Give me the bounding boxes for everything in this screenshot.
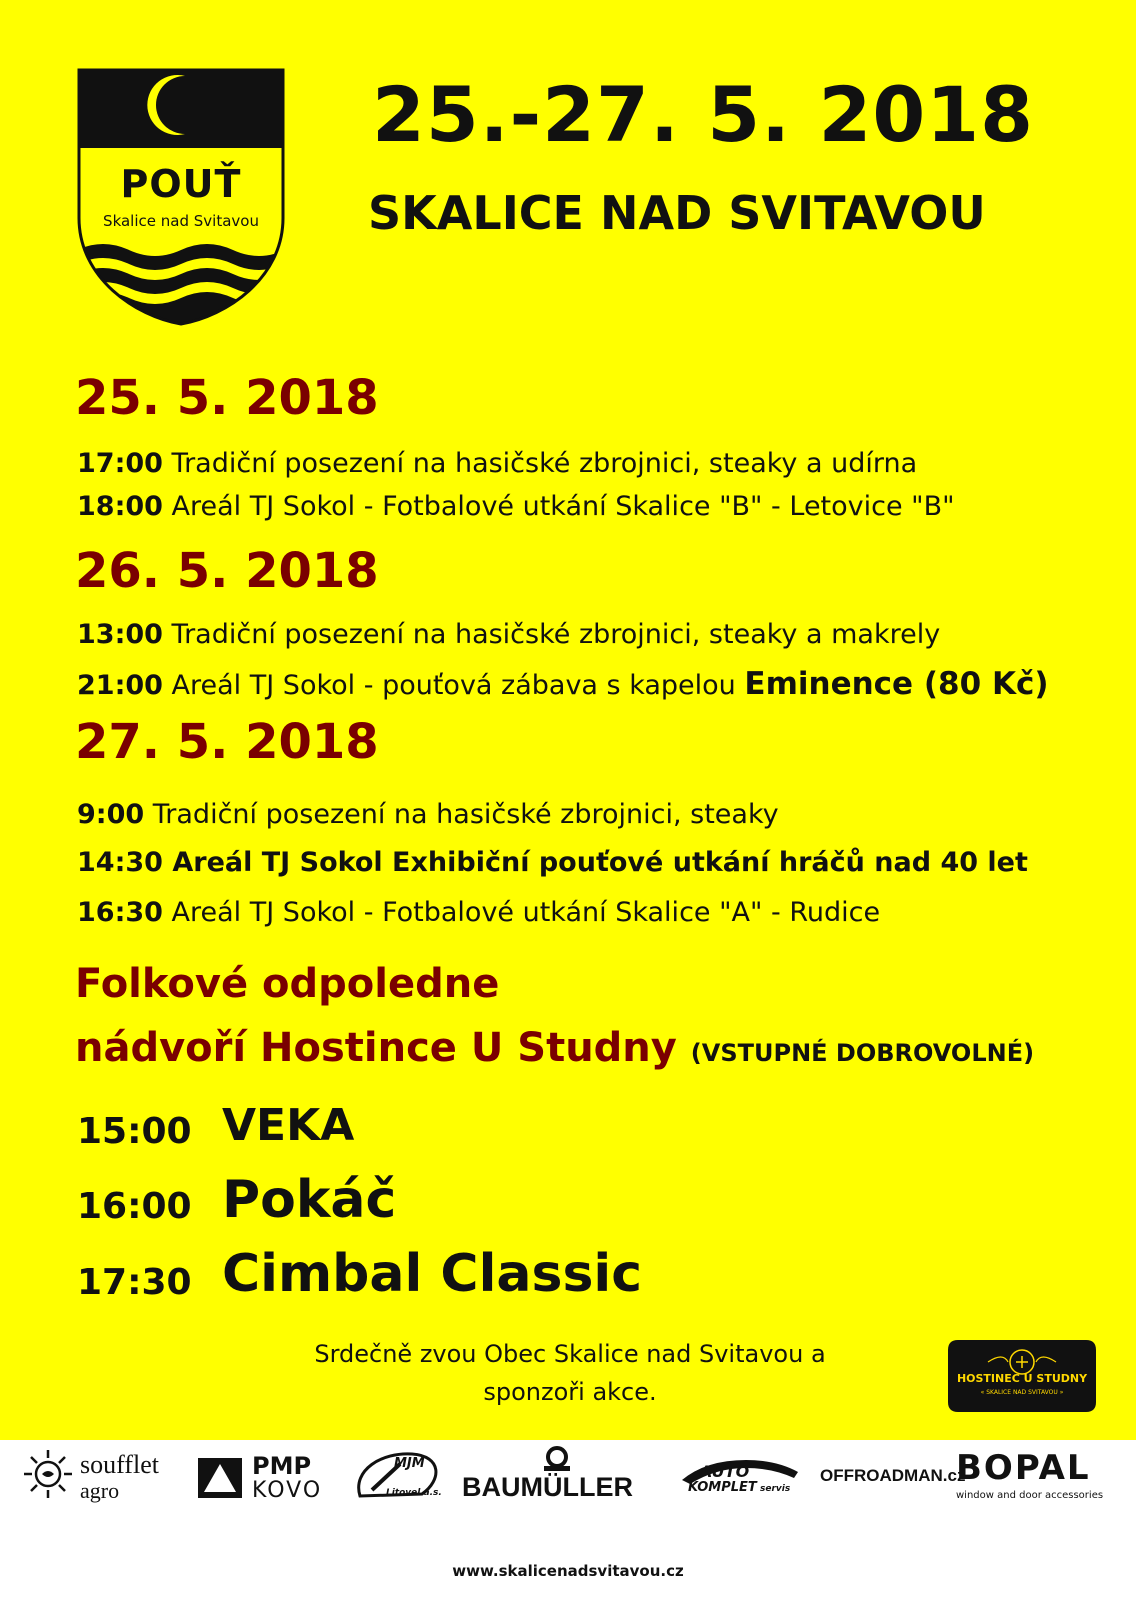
event-text: Areál TJ Sokol - Fotbalové utkání Skalice "B" - Letovice "B"	[171, 491, 955, 522]
event-time: 14:30	[77, 847, 163, 878]
event-time: 18:00	[77, 491, 163, 522]
band-name: VEKA	[222, 1100, 355, 1151]
sponsor-baumuller: BAUMÜLLER	[462, 1472, 633, 1502]
sponsor-offroadman: OFFROADMAN.cz	[820, 1466, 966, 1485]
band-time: 15:00	[77, 1111, 192, 1152]
day-heading: 27. 5. 2018	[75, 714, 379, 770]
sponsor-bopal: BOPAL	[956, 1448, 1091, 1488]
band-time: 16:00	[77, 1186, 192, 1227]
folk-heading: Folkové odpoledne	[75, 961, 500, 1007]
soufflet-logo-icon	[22, 1448, 74, 1500]
event-time: 17:00	[77, 448, 163, 479]
sponsor-mjm-litovel: Litovel a.s.	[386, 1488, 442, 1498]
event-time: 9:00	[77, 799, 145, 830]
sponsor-soufflet-agro: agro	[80, 1478, 120, 1503]
band-time: 17:30	[77, 1262, 192, 1303]
day-heading: 25. 5. 2018	[75, 370, 379, 426]
event-time: 16:30	[77, 897, 163, 928]
sponsor-pmp-kovo: KOVO	[252, 1478, 323, 1503]
event-text: Areál TJ Sokol Exhibiční pouťové utkání hráčů nad 40 let	[172, 847, 1028, 878]
crest-title: POUŤ	[120, 162, 242, 206]
event-time: 13:00	[77, 619, 163, 650]
sponsor-komplet: KOMPLET	[688, 1480, 757, 1495]
event-text: Tradiční posezení na hasičské zbrojnici, steaky a makrely	[171, 619, 941, 650]
event-row	[77, 666, 1049, 702]
sponsor-pmp: PMP	[252, 1452, 312, 1480]
day-heading: 26. 5. 2018	[75, 543, 379, 599]
main-date-range: 25.-27. 5. 2018	[372, 70, 1035, 159]
band-highlight: Eminence (80 Kč)	[744, 666, 1049, 702]
main-place: SKALICE NAD SVITAVOU	[368, 186, 986, 240]
event-text: Areál TJ Sokol - Fotbalové utkání Skalice "A" - Rudice	[171, 897, 881, 928]
sponsor-mjm: MJM	[394, 1456, 425, 1471]
sponsor-servis: servis	[760, 1484, 791, 1494]
crest-subtitle: Skalice nad Svitavou	[103, 212, 259, 230]
event-text: Tradiční posezení na hasičské zbrojnici, steaky a udírna	[171, 448, 918, 479]
event-row	[77, 448, 917, 479]
sponsor-auto: AUTO	[700, 1462, 750, 1481]
event-row	[77, 897, 880, 928]
hostinec-title: HOSTINEC U STUDNY	[956, 1372, 1088, 1385]
event-text: Tradiční posezení na hasičské zbrojnici, steaky	[152, 799, 779, 830]
event-row	[77, 847, 1028, 878]
band-name: Cimbal Classic	[222, 1244, 643, 1304]
folk-note: (VSTUPNÉ DOBROVOLNÉ)	[690, 1039, 1035, 1067]
invitation-text	[290, 1335, 850, 1411]
pmp-logo-icon	[198, 1458, 242, 1498]
baumuller-logo-icon	[540, 1444, 574, 1472]
invitation-line: sponzoři akce.	[483, 1378, 657, 1406]
event-row	[77, 619, 940, 650]
invitation-line: Srdečně zvou Obec Skalice nad Svitavou a	[314, 1340, 826, 1368]
folk-venue	[75, 1025, 1034, 1071]
band-name: Pokáč	[222, 1170, 397, 1230]
sponsor-soufflet: soufflet	[80, 1450, 159, 1479]
event-row	[77, 491, 955, 522]
event-row	[77, 799, 779, 830]
event-time: 21:00	[77, 670, 163, 701]
sponsor-bopal-tagline: window and door accessories	[956, 1490, 1104, 1501]
hostinec-subtitle: « SKALICE NAD SVITAVOU »	[980, 1389, 1064, 1396]
folk-venue-text: nádvoří Hostince U Studny	[75, 1025, 677, 1071]
website-link[interactable]: www.skalicenadsvitavou.cz	[452, 1562, 684, 1580]
event-text: Areál TJ Sokol - pouťová zábava s kapelou	[171, 670, 736, 701]
